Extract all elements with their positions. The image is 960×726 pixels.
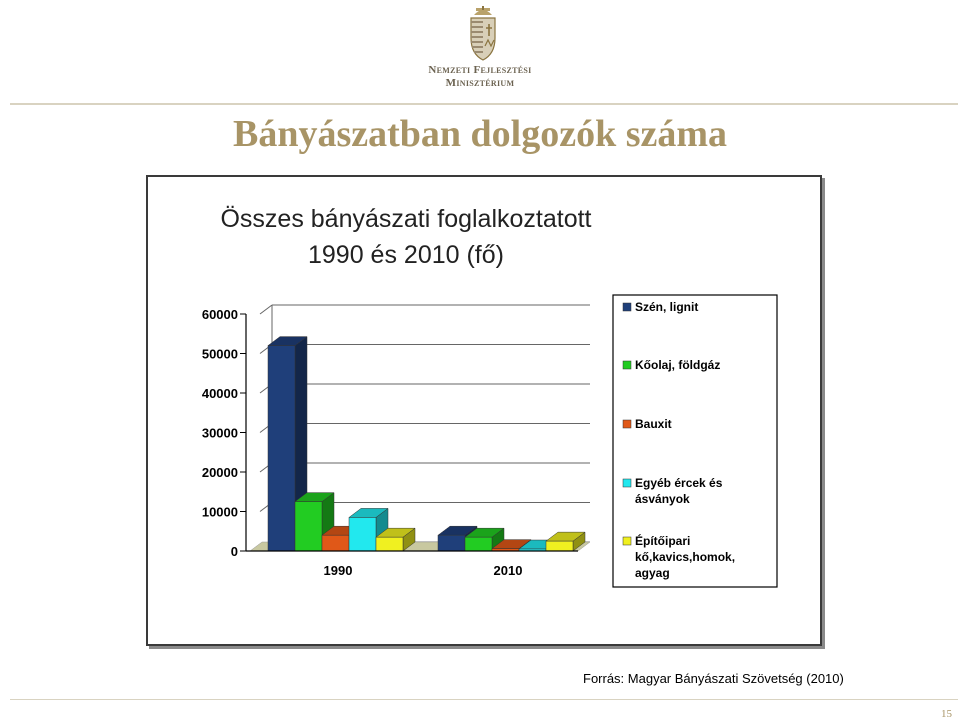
plot-area <box>202 305 590 578</box>
chart-title-line-1: Összes bányászati foglalkoztatott <box>220 205 592 233</box>
y-tick-label: 10000 <box>201 504 238 520</box>
slide-header <box>0 0 960 100</box>
legend-swatch <box>623 537 631 545</box>
source-citation: Forrás: Magyar Bányászati Szövetség (2010) <box>583 671 844 686</box>
y-tick-label: 0 <box>230 544 238 559</box>
bar <box>546 541 573 551</box>
legend-label: Bauxit <box>635 417 672 431</box>
legend-label: Kőolaj, földgáz <box>635 358 721 372</box>
legend-swatch <box>623 361 631 369</box>
legend-label: Építőipari kő,kavics,homok, agyag <box>635 534 736 580</box>
x-tick-label: 1990 <box>323 563 353 578</box>
chart-title-line-2: 1990 és 2010 (fő) <box>308 241 504 269</box>
y-tick-label: 50000 <box>201 346 238 362</box>
bar <box>349 517 376 551</box>
y-tick-label: 20000 <box>201 465 238 480</box>
page-number: 15 <box>941 708 952 720</box>
chart-frame <box>146 175 822 646</box>
y-tick-label: 60000 <box>201 307 238 322</box>
header-divider <box>10 103 958 105</box>
ministry-line-2: Minisztérium <box>445 77 515 89</box>
legend-label: Szén, lignit <box>635 300 699 314</box>
legend-label: Egyéb ércek és ásványok <box>635 476 723 506</box>
bar-chart <box>148 177 820 644</box>
gridline-depth <box>260 305 272 314</box>
bar <box>376 537 403 551</box>
legend-swatch <box>623 420 631 428</box>
legend-swatch <box>623 479 631 487</box>
bar <box>438 535 465 551</box>
legend-swatch <box>623 303 631 311</box>
x-tick-label: 2010 <box>493 563 523 578</box>
bar <box>465 537 492 551</box>
chart-legend <box>613 295 777 587</box>
ministry-line-1: Nemzeti Fejlesztési <box>428 64 532 76</box>
footer-divider <box>10 699 958 700</box>
y-tick-label: 30000 <box>201 425 238 441</box>
ministry-name <box>380 64 580 90</box>
y-tick-label: 40000 <box>201 386 238 401</box>
slide-title: Bányászatban dolgozók száma <box>232 113 728 155</box>
bar <box>322 535 349 551</box>
bar <box>295 502 322 551</box>
hungarian-coat-of-arms-icon <box>466 6 500 62</box>
bar <box>268 346 295 551</box>
